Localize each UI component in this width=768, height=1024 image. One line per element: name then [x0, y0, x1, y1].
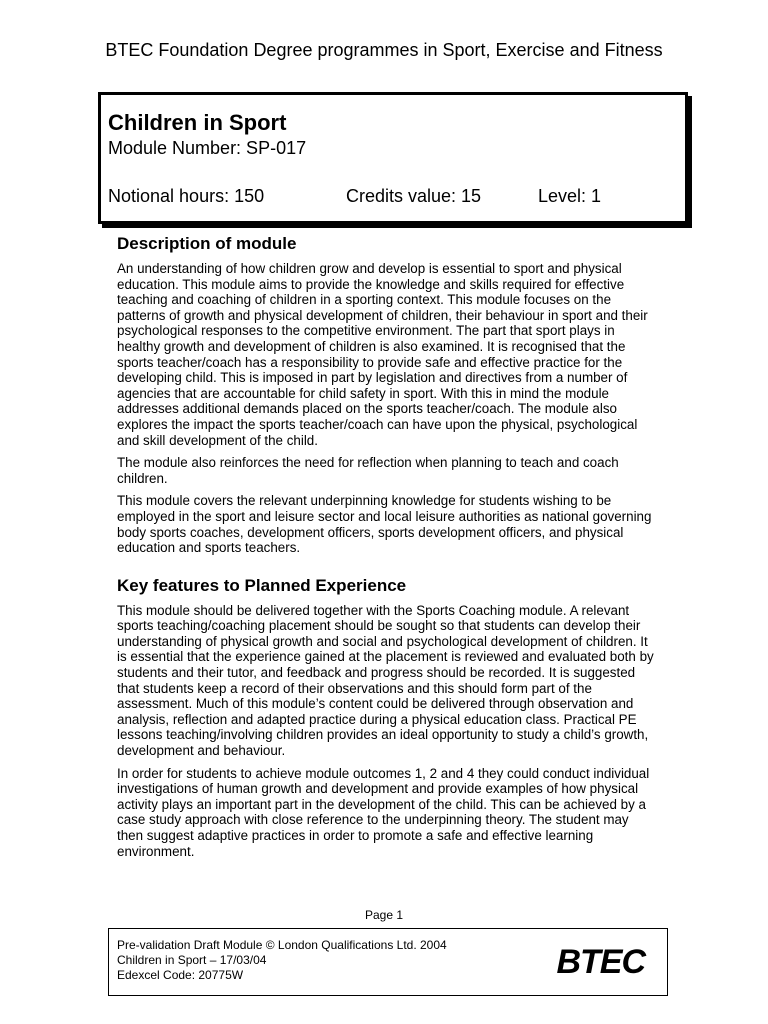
key-features-heading: Key features to Planned Experience [117, 575, 407, 595]
notional-hours: Notional hours: 150 [108, 186, 265, 206]
btec-logo: BTEC [556, 943, 645, 981]
main-content [117, 234, 657, 866]
description-paragraph: This module covers the relevant underpinning knowledge for students wishing to be employed in the sport and leisure sector and local leisure authorities as national governing body sports coaches, development officers, sports development officers, and physical education and sports teachers. [117, 493, 652, 556]
description-paragraph: The module also reinforces the need for reflection when planning to teach and coach children. [117, 455, 619, 486]
footer-box [108, 928, 668, 996]
module-info-box [98, 92, 688, 224]
module-title: Children in Sport [108, 110, 287, 135]
module-level: Level: 1 [538, 186, 602, 206]
footer-edexcel-code: Edexcel Code: 20775W [117, 968, 244, 982]
description-heading: Description of module [117, 234, 297, 253]
key-features-paragraph: This module should be delivered together with the Sports Coaching module. A relevant sports teaching/coaching placement should be sought so that students can develop their understanding of physical growth and social and psychological development of children. It is essential that the experience gained at the placement is reviewed and evaluated both by students and their tutor, and feedback and progress should be recorded. It is suggested that students keep a record of their observations and this should form part of the assessment. Much of this module’s content could be delivered through observation and analysis, reflection and adapted practice during a physical education class. Practical PE lessons teaching/involving children provides an ideal opportunity to study a child’s growth, development and behaviour. [117, 602, 654, 759]
page-number: Page 1 [364, 908, 404, 922]
footer-module-date: Children in Sport – 17/03/04 [117, 953, 267, 967]
document-header: BTEC Foundation Degree programmes in Sport, Exercise and Fitness [105, 40, 663, 60]
credits-value: Credits value: 15 [346, 186, 482, 206]
key-features-paragraph: In order for students to achieve module outcomes 1, 2 and 4 they could conduct individual investigations of human growth and development and provide examples of how physical activity plays an important part in the development of the child. This can be achieved by a case study approach with close reference to the underpinning theory. The student may then suggest adaptive practices in order to promote a safe and effective learning environment. [117, 765, 650, 859]
footer-text [117, 938, 447, 983]
module-number: Module Number: SP-017 [108, 138, 307, 158]
description-paragraph: An understanding of how children grow and develop is essential to sport and physical education. This module aims to provide the knowledge and skills required for effective teaching and coaching of children in a sporting context. This module focuses on the patterns of growth and physical development of children, their behaviour in sport and their psychological responses to the competitive environment. The part that sport plays in healthy growth and development of children is also examined. It is recognised that the sports teacher/coach has a responsibility to provide safe and effective practice for the developing child. This is imposed in part by legislation and directives from a number of agencies that are accountable for child safety in sport. With this in mind the module addresses additional demands placed on the sports teacher/coach. The module also explores the impact the sports teacher/coach can have upon the physical, psychological and skill development of the child. [117, 261, 648, 448]
footer-copyright: Pre-validation Draft Module © London Qualifications Ltd. 2004 [117, 938, 447, 952]
